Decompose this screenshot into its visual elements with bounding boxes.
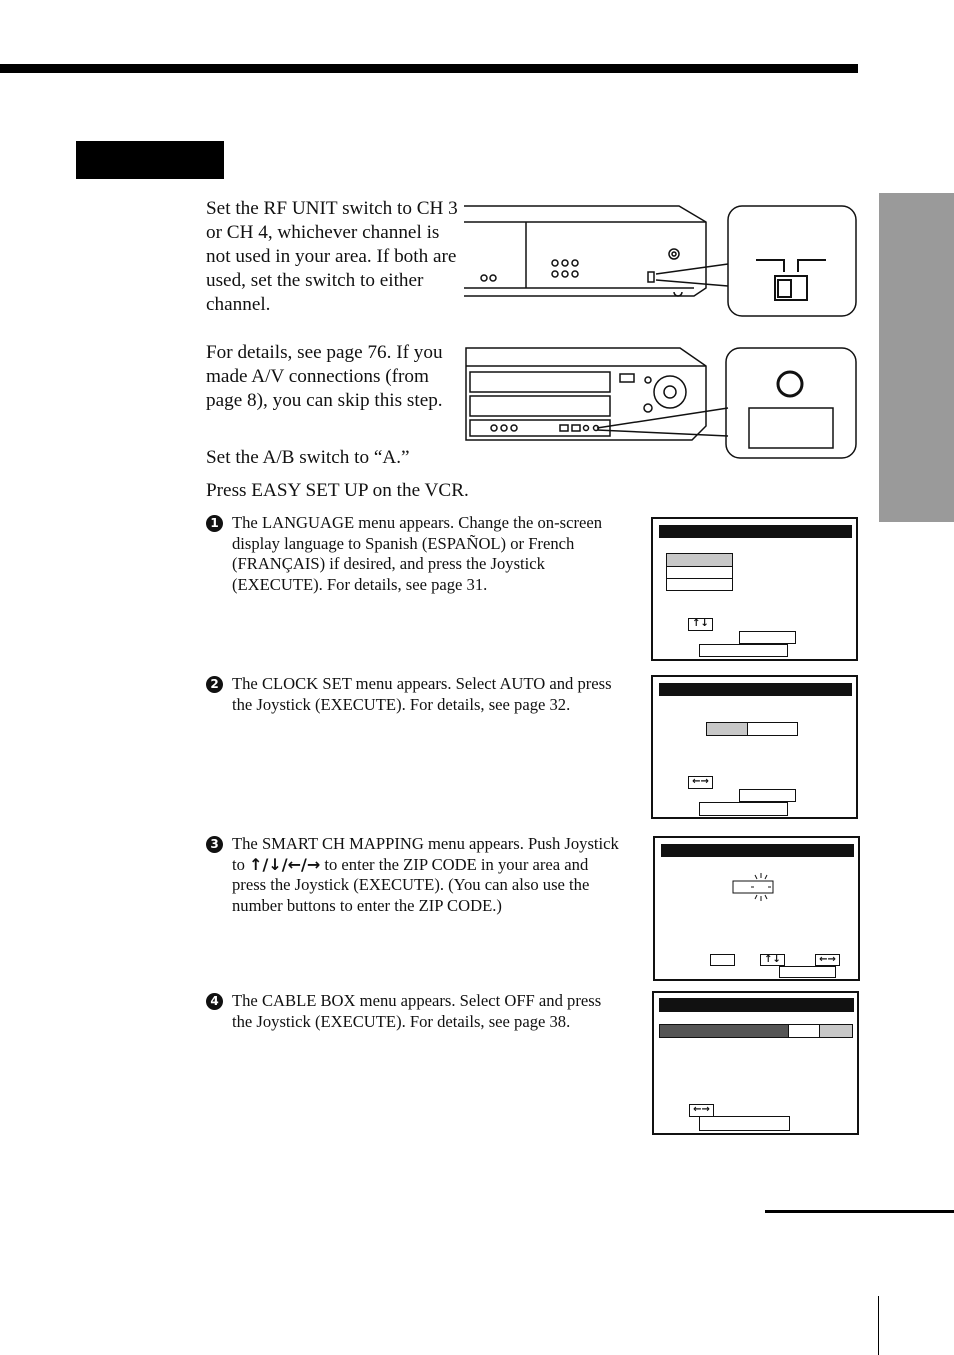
auto-option-highlighted	[706, 722, 748, 736]
joystick-arrows-icon: ↑/↓/←/→	[249, 854, 321, 874]
menu-option	[666, 578, 733, 591]
easy-setup-instruction: Press EASY SET UP on the VCR.	[206, 480, 469, 501]
step-2-text: The CLOCK SET menu appears. Select AUTO and press the Joystick (EXECUTE). For details, see page 32.	[232, 674, 612, 714]
menu-key-label	[699, 644, 788, 657]
ab-switch-instruction: Set the A/B switch to “A.”	[206, 447, 410, 468]
details-note: For details, see page 76. If you made A/V connections (from page 8), you can skip this step.	[206, 342, 443, 411]
step-2	[206, 674, 626, 744]
cable-box-menu-screen	[652, 991, 859, 1135]
step-number-3: 3	[206, 836, 223, 853]
smart-ch-mapping-screen	[653, 836, 860, 981]
step-3-text	[232, 834, 624, 916]
vcr-rear-illustration	[464, 200, 860, 320]
menu-key-label	[739, 631, 796, 644]
step-number-1: 1	[206, 515, 223, 532]
menu-title-bar	[661, 844, 854, 857]
step-number-4: 4	[206, 993, 223, 1010]
continued-rule	[765, 1210, 954, 1213]
menu-title-bar	[659, 525, 852, 538]
menu-option-highlighted	[666, 553, 733, 567]
left-right-arrow-icon: ←→	[689, 1104, 714, 1117]
manual-option	[747, 722, 798, 736]
left-right-arrow-icon: ←→	[688, 776, 713, 789]
step-4	[206, 991, 626, 1061]
menu-row-highlighted	[659, 1024, 789, 1038]
step-3-text-before: The SMART CH MAPPING menu appears. Push Joystick to	[232, 834, 619, 874]
side-tab	[879, 193, 954, 522]
section-header-block	[76, 141, 224, 179]
left-right-arrow-icon: ←→	[815, 954, 840, 966]
on-option	[819, 1024, 853, 1038]
vcr-front-illustration	[464, 344, 860, 462]
up-down-arrow-icon: ↑↓	[760, 954, 785, 966]
step-number-2: 2	[206, 676, 223, 693]
menu-title-bar	[659, 998, 854, 1012]
step-3-text-after: to enter the ZIP CODE in your area and press the Joystick (EXECUTE). (You can also use the number buttons to enter the ZIP CODE.)	[232, 854, 590, 915]
menu-key-label	[699, 802, 788, 816]
off-option	[788, 1024, 820, 1038]
step-4-text: The CABLE BOX menu appears. Select OFF and press the Joystick (EXECUTE). For details, see page 38.	[232, 991, 602, 1031]
step-1	[206, 513, 626, 623]
menu-key-label	[699, 1116, 790, 1131]
top-rule	[0, 64, 858, 73]
page-edge-line	[878, 1296, 879, 1355]
clock-set-menu-screen	[651, 675, 858, 819]
language-menu-screen	[651, 517, 858, 661]
step-1-text: The LANGUAGE menu appears. Change the on-screen display language to Spanish (ESPAÑOL) or French (FRANÇAIS) if desired, and press the Joystick (EXECUTE). For details, see page 31.	[232, 513, 603, 594]
rf-unit-instruction: Set the RF UNIT switch to CH 3 or CH 4, whichever channel is not used in your area. If both are used, set the switch to either channel.	[206, 198, 458, 315]
menu-key-label	[739, 789, 796, 802]
zip-code-cursor-icon	[731, 872, 775, 902]
step-3	[206, 834, 626, 944]
menu-key-label	[779, 966, 836, 978]
menu-title-bar	[659, 683, 852, 696]
up-down-arrow-icon: ↑↓	[688, 618, 713, 631]
menu-key-label	[710, 954, 735, 966]
